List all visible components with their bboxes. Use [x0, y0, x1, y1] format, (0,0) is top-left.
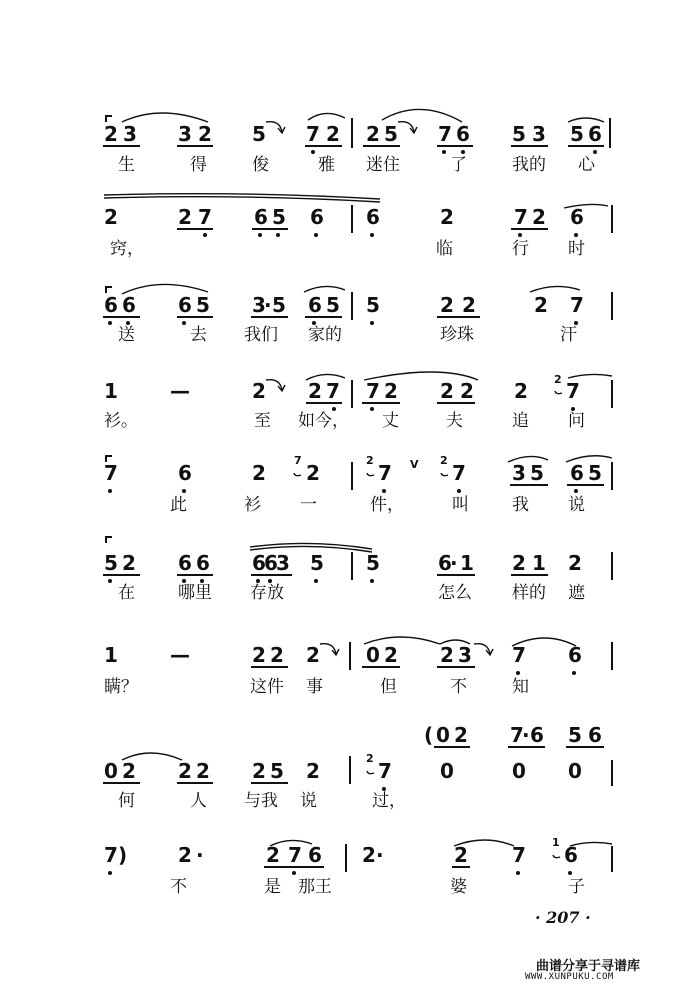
note: 2 — [196, 759, 210, 783]
lyric: 说 — [568, 495, 585, 515]
lyric: 此 — [170, 495, 187, 515]
lyric: 是 — [264, 877, 281, 897]
note: 0 — [104, 759, 118, 783]
grace-stroke — [367, 771, 374, 774]
lyric: 一 — [300, 495, 317, 515]
note: 2 — [454, 843, 468, 867]
arrow-mark — [266, 122, 285, 133]
note: 2 — [440, 205, 454, 229]
note: 2 — [512, 551, 526, 575]
note: 6 — [252, 551, 266, 575]
note: 2 — [252, 461, 266, 485]
lyric: 不 — [170, 877, 187, 897]
note: · — [264, 293, 272, 317]
arrow-mark — [474, 644, 493, 655]
note: 6 — [310, 205, 324, 229]
note: 6 — [564, 843, 578, 867]
accompaniment-note: ( — [424, 723, 434, 747]
lyric: 衫 — [244, 495, 261, 515]
note: 2 — [252, 643, 266, 667]
accompaniment-note: 5 — [568, 723, 582, 747]
grace-note: 2 — [440, 454, 448, 467]
note: 2 — [104, 205, 118, 229]
arrow-mark — [266, 380, 285, 391]
note: 2 — [534, 293, 548, 317]
note: 2 — [270, 643, 284, 667]
octave-dot — [108, 321, 112, 325]
note: 7 — [104, 843, 118, 867]
octave-dot — [442, 150, 446, 154]
lyric: 不 — [450, 677, 467, 697]
octave-dot — [457, 489, 461, 493]
system-6 — [103, 537, 612, 603]
lyric: 何 — [118, 791, 135, 811]
note: 2 — [104, 122, 118, 146]
lyric: 叫 — [452, 495, 469, 515]
note: 1 — [104, 379, 118, 403]
accompaniment-note: · — [522, 723, 530, 747]
note: 2 — [440, 643, 454, 667]
note: 3 — [178, 122, 192, 146]
lyric: 珍珠 — [440, 325, 474, 345]
octave-dot — [572, 671, 576, 675]
note: 2 — [440, 379, 454, 403]
note: 3 — [532, 122, 546, 146]
note: 5 — [512, 122, 526, 146]
page-number: · 207 · — [535, 908, 591, 927]
note: 2 — [178, 843, 192, 867]
note: 3 — [458, 643, 472, 667]
lyric: 如今， — [298, 411, 349, 431]
lyric: 迷住 — [366, 155, 400, 175]
lyric: 子 — [568, 877, 585, 897]
lyric: 瞒？ — [104, 677, 138, 697]
arrow-mark — [398, 122, 417, 133]
slur — [382, 109, 462, 122]
octave-dot — [108, 871, 112, 875]
lyric: 得 — [190, 155, 207, 175]
note: 6 — [178, 293, 192, 317]
grace-note: 2 — [366, 752, 374, 765]
note: · — [450, 551, 458, 575]
octave-dot — [574, 489, 578, 493]
lyric: 这件 — [250, 677, 284, 697]
lyric: 遮 — [568, 583, 585, 603]
note: 2 — [266, 843, 280, 867]
octave-dot — [461, 150, 465, 154]
note: 6 — [178, 461, 192, 485]
note: 2 — [198, 122, 212, 146]
note: 7 — [378, 461, 392, 485]
note: 0 — [366, 643, 380, 667]
lyric: 了 — [450, 155, 467, 175]
system-4 — [104, 372, 612, 431]
lyric: 我的 — [512, 155, 546, 175]
note: 2 — [306, 759, 320, 783]
octave-dot — [574, 233, 578, 237]
note: 2 — [252, 759, 266, 783]
note: 2 — [462, 293, 476, 317]
note: 2 — [514, 379, 528, 403]
accompaniment-note: 6 — [530, 723, 544, 747]
grace-stroke — [553, 855, 560, 858]
note: 2 — [440, 293, 454, 317]
note: 1 — [104, 643, 118, 667]
lyric: 时 — [568, 239, 585, 259]
lyric: 过， — [372, 791, 406, 811]
lyric: 件， — [370, 495, 404, 515]
note: 7 — [366, 379, 380, 403]
lyric: 去 — [190, 325, 207, 345]
system-1 — [103, 109, 610, 175]
note: 5 — [326, 293, 340, 317]
lyric: 雅 — [318, 155, 335, 175]
grace-note: 2 — [554, 373, 562, 386]
note: 6 — [456, 122, 470, 146]
note: 5 — [272, 293, 286, 317]
note: 0 — [440, 759, 454, 783]
note: 0 — [512, 759, 526, 783]
octave-dot — [370, 233, 374, 237]
lyric: 在 — [118, 583, 135, 603]
note: 6 — [588, 122, 602, 146]
note: 2 — [122, 551, 136, 575]
note: 2 — [384, 379, 398, 403]
lyric: 问 — [568, 411, 585, 431]
note: 6 — [438, 551, 452, 575]
note: 2 — [384, 643, 398, 667]
accompaniment-note: 0 — [436, 723, 450, 747]
grace-stroke — [294, 473, 301, 476]
note: 6 — [570, 461, 584, 485]
breath-mark: V — [410, 458, 419, 471]
octave-dot — [593, 150, 597, 154]
lyric: 至 — [254, 411, 271, 431]
lyric: 追 — [512, 411, 529, 431]
lyric: 生 — [118, 155, 135, 175]
note: 2 — [178, 205, 192, 229]
note: 2 — [568, 551, 582, 575]
lyric: 样的 — [512, 583, 546, 603]
note: 2 — [252, 379, 266, 403]
system-8 — [103, 723, 612, 811]
note: 5 — [570, 122, 584, 146]
octave-dot — [568, 871, 572, 875]
lyric: 我们 — [244, 325, 278, 345]
note: 3 — [252, 293, 266, 317]
grace-note: 7 — [294, 454, 302, 467]
note: 6 — [254, 205, 268, 229]
note: 7 — [512, 643, 526, 667]
grace-stroke — [367, 473, 374, 476]
lyric: 事 — [306, 677, 323, 697]
grace-stroke — [441, 473, 448, 476]
note: 6 — [122, 293, 136, 317]
arrow-mark — [320, 644, 339, 655]
lyric: 家的 — [308, 325, 342, 345]
octave-dot — [370, 407, 374, 411]
note: 6 — [308, 293, 322, 317]
accompaniment-note: 2 — [454, 723, 468, 747]
lyric: 丈 — [382, 411, 399, 431]
lyric: 说 — [300, 791, 317, 811]
note: 7 — [104, 461, 118, 485]
lyric: 俊 — [252, 155, 269, 175]
lyric: 知 — [512, 677, 529, 697]
lyric: 那王 — [298, 877, 332, 897]
system-9 — [104, 836, 612, 897]
note: 5 — [384, 122, 398, 146]
note: 0 — [568, 759, 582, 783]
note: — — [170, 643, 190, 667]
note: 6 — [196, 551, 210, 575]
note: 6 — [178, 551, 192, 575]
octave-dot — [311, 150, 315, 154]
note: 5 — [272, 205, 286, 229]
octave-dot — [314, 233, 318, 237]
note: 7 — [570, 293, 584, 317]
slur — [308, 113, 345, 120]
octave-dot — [516, 671, 520, 675]
note: 5 — [530, 461, 544, 485]
accompaniment-note: 6 — [588, 723, 602, 747]
accompaniment-note: 7 — [510, 723, 524, 747]
lyric: 我 — [512, 495, 529, 515]
octave-dot — [370, 579, 374, 583]
note: 6 — [570, 205, 584, 229]
lyric: 夫 — [446, 411, 463, 431]
note: 7 — [514, 205, 528, 229]
note: 7 — [512, 843, 526, 867]
note: 1 — [460, 551, 474, 575]
octave-dot — [108, 489, 112, 493]
lyric: 哪里 — [178, 583, 212, 603]
lyric: 衫。 — [104, 411, 138, 431]
grace-note: 2 — [366, 454, 374, 467]
note: 5 — [366, 293, 380, 317]
lyric: 存放 — [250, 583, 284, 603]
octave-dot — [182, 321, 186, 325]
octave-dot — [518, 233, 522, 237]
slur — [568, 374, 612, 378]
octave-dot — [108, 579, 112, 583]
note: ) — [118, 843, 128, 867]
lyric: 送 — [118, 325, 135, 345]
note: · — [376, 843, 384, 867]
system-3 — [103, 284, 612, 345]
octave-dot — [182, 489, 186, 493]
lyric: 临 — [436, 239, 453, 259]
lyric: 心 — [578, 155, 595, 175]
lyric: 人 — [190, 791, 207, 811]
note: 5 — [270, 759, 284, 783]
note: 5 — [252, 122, 266, 146]
octave-dot — [292, 871, 296, 875]
grace-stroke — [555, 391, 562, 394]
note: 2 — [308, 379, 322, 403]
lyric: 怎么 — [438, 583, 472, 603]
octave-dot — [258, 233, 262, 237]
note: 7 — [198, 205, 212, 229]
note: 2 — [460, 379, 474, 403]
note: 7 — [566, 379, 580, 403]
lyric: 汗 — [560, 325, 577, 345]
system-5 — [104, 454, 612, 515]
note: 6 — [366, 205, 380, 229]
note: 3 — [512, 461, 526, 485]
bracket-mark — [106, 537, 112, 543]
note: 6 — [568, 643, 582, 667]
note: 3 — [276, 551, 290, 575]
watermark-url: WWW.XUNPUKU.COM — [525, 972, 614, 982]
octave-dot — [382, 489, 386, 493]
note: 3 — [123, 122, 137, 146]
note: 2 — [178, 759, 192, 783]
octave-dot — [276, 233, 280, 237]
lyric: 婆 — [450, 877, 467, 897]
note: 2 — [362, 843, 376, 867]
octave-dot — [314, 579, 318, 583]
note: 2 — [306, 643, 320, 667]
note: 7 — [378, 759, 392, 783]
note: 7 — [326, 379, 340, 403]
slur — [530, 286, 580, 292]
octave-dot — [516, 871, 520, 875]
lyric: 窍， — [110, 239, 144, 259]
lyric: 行 — [512, 239, 529, 259]
note: 7 — [306, 122, 320, 146]
system-7 — [104, 637, 612, 697]
watermark-text: 曲谱分享于寻谱库 — [536, 959, 641, 974]
note: 6 — [104, 293, 118, 317]
note: 2 — [306, 461, 320, 485]
slur — [304, 286, 345, 292]
octave-dot — [370, 321, 374, 325]
octave-dot — [203, 233, 207, 237]
note: 6 — [308, 843, 322, 867]
note: 2 — [366, 122, 380, 146]
grace-note: 1 — [552, 836, 560, 849]
note: 7 — [452, 461, 466, 485]
slur — [122, 113, 208, 122]
note: 7 — [438, 122, 452, 146]
system-2 — [104, 194, 612, 259]
note: 5 — [196, 293, 210, 317]
note: 5 — [366, 551, 380, 575]
note: 2 — [326, 122, 340, 146]
note: 7 — [288, 843, 302, 867]
note: 6 — [264, 551, 278, 575]
note: 2 — [532, 205, 546, 229]
lyric: 但 — [380, 677, 397, 697]
note: — — [170, 379, 190, 403]
note: 2 — [122, 759, 136, 783]
note: 5 — [588, 461, 602, 485]
note: · — [196, 843, 204, 867]
note: 5 — [104, 551, 118, 575]
note: 5 — [310, 551, 324, 575]
lyric: 与我 — [244, 791, 278, 811]
note: 1 — [532, 551, 546, 575]
